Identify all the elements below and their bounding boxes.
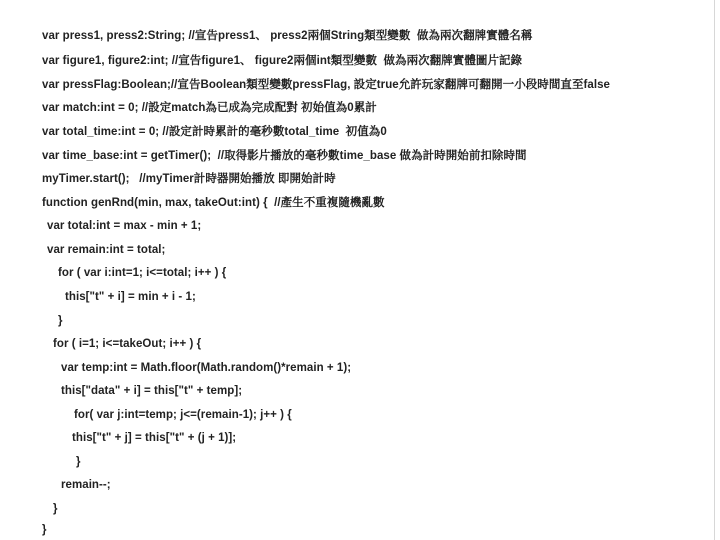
code-line-17: for( var j:int=temp; j<=(remain-1); j++ ) { bbox=[74, 409, 292, 421]
code-line-18: this["t" + j] = this["t" + (j + 1)]; bbox=[72, 432, 237, 444]
page-edge-line bbox=[714, 0, 715, 540]
code-line-15: var temp:int = Math.floor(Math.random()*remain + 1); bbox=[61, 362, 352, 374]
code-line-5: var total_time:int = 0; //設定計時累計的毫秒數total_time 初值為0 bbox=[42, 126, 387, 138]
code-line-8: function genRnd(min, max, takeOut:int) { //產生不重複隨機亂數 bbox=[42, 197, 385, 209]
code-line-22: } bbox=[42, 524, 47, 536]
code-line-11: for ( var i:int=1; i<=total; i++ ) { bbox=[58, 267, 227, 279]
code-line-6: var time_base:int = getTimer(); //取得影片播放的毫秒數time_base 做為計時開始前扣除時間 bbox=[42, 150, 527, 162]
code-line-21: } bbox=[53, 503, 58, 515]
code-line-20: remain--; bbox=[61, 479, 111, 491]
code-line-10: var remain:int = total; bbox=[47, 244, 166, 256]
code-line-19: } bbox=[76, 456, 81, 468]
code-line-3: var pressFlag:Boolean;//宣告Boolean類型變數pressFlag, 設定true允許玩家翻牌可翻開一小段時間直至false bbox=[42, 79, 610, 91]
code-line-12: this["t" + i] = min + i - 1; bbox=[65, 291, 196, 303]
code-line-7: myTimer.start(); //myTimer計時器開始播放 即開始計時 bbox=[42, 173, 336, 185]
code-line-16: this["data" + i] = this["t" + temp]; bbox=[61, 385, 243, 397]
code-line-9: var total:int = max - min + 1; bbox=[47, 220, 202, 232]
code-line-13: } bbox=[58, 315, 63, 327]
code-line-1: var press1, press2:String; //宣告press1、 press2兩個String類型變數 做為兩次翻牌實體名稱 bbox=[42, 30, 533, 42]
code-line-14: for ( i=1; i<=takeOut; i++ ) { bbox=[53, 338, 202, 350]
code-line-2: var figure1, figure2:int; //宣告figure1、 figure2兩個int類型變數 做為兩次翻牌實體圖片記錄 bbox=[42, 55, 523, 67]
code-line-4: var match:int = 0; //設定match為已成為完成配對 初始值為0累計 bbox=[42, 102, 377, 114]
